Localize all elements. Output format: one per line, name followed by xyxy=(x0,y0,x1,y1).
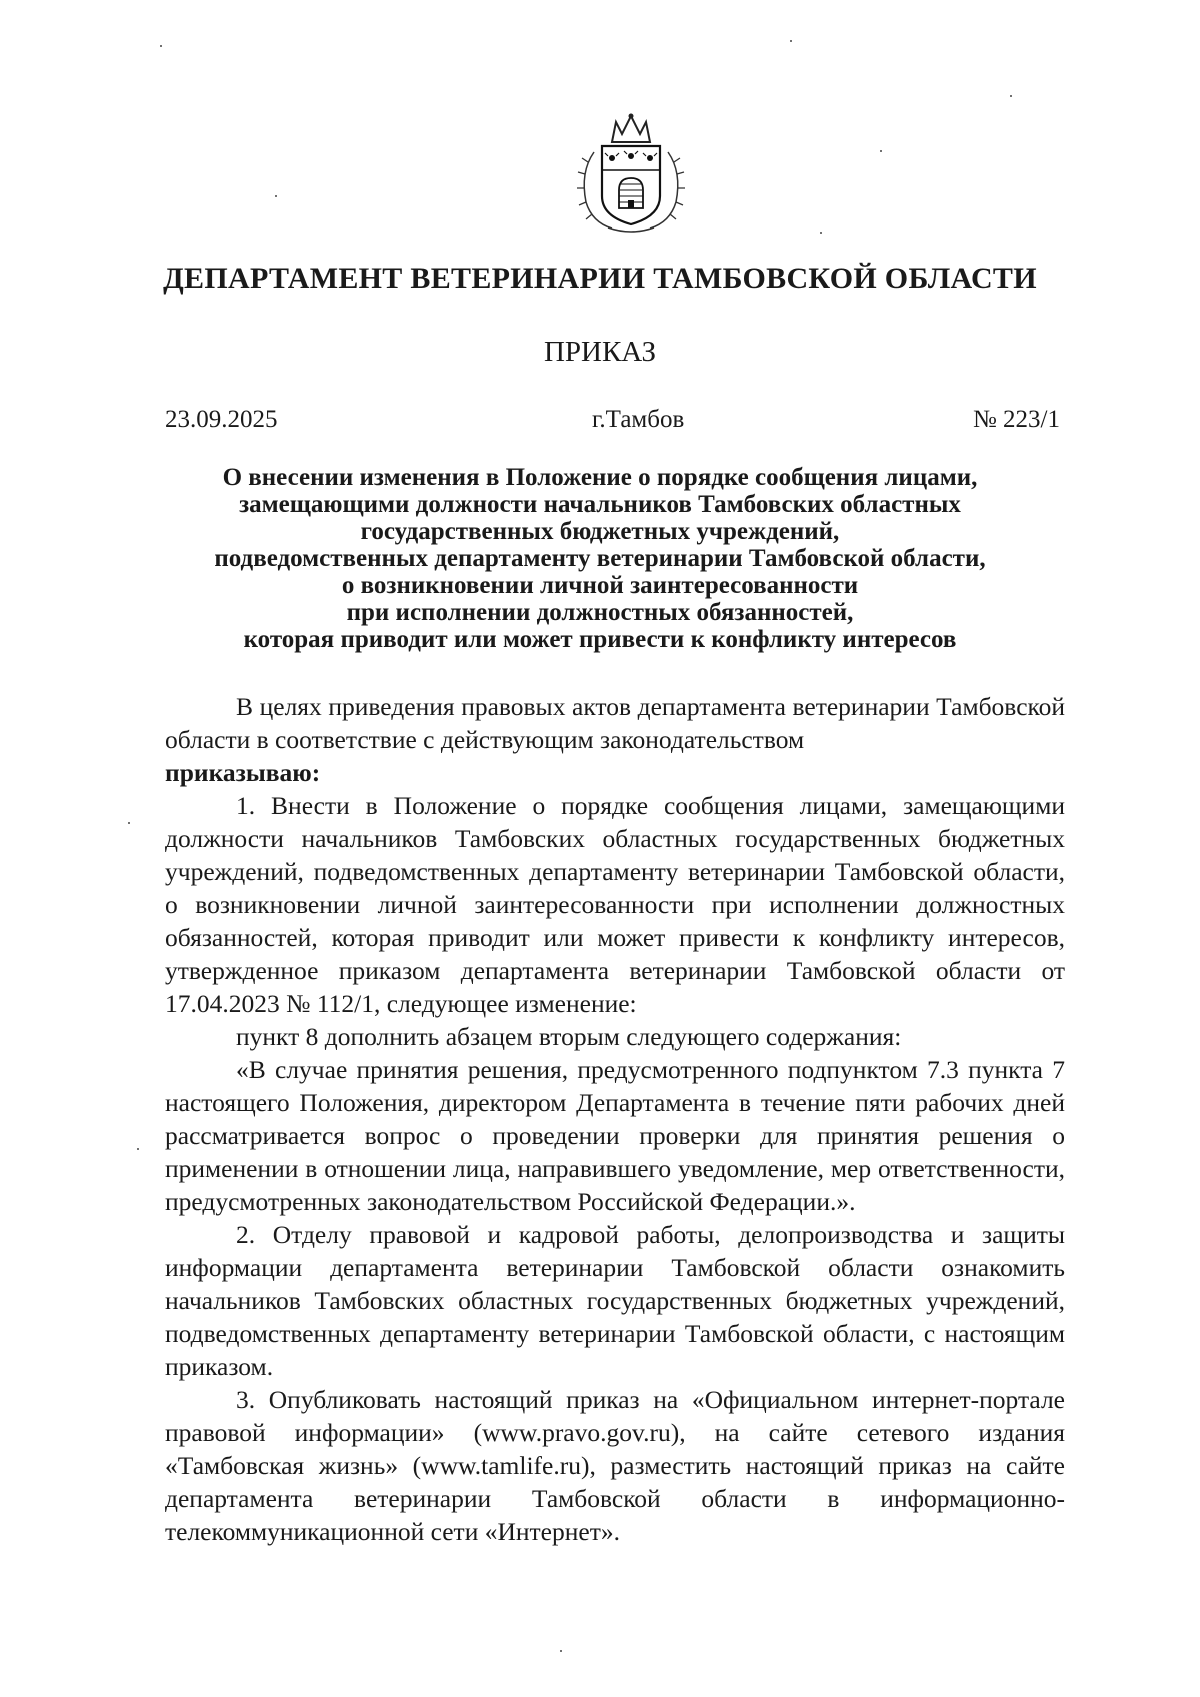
scan-speck xyxy=(790,40,792,42)
order-date: 23.09.2025 xyxy=(165,406,278,433)
paragraph-1-quote: «В случае принятия решения, предусмотренного подпунктом 7.3 пункта 7 настоящего Положения, директором Департамента в течение пяти рабочих дней рассматривается вопрос о проведении проверки для принятия решения о применении в отношении лица, направившего уведомление, мер ответственности, предусмотренных законодательством Российской Федерации.». xyxy=(165,1055,1065,1216)
scan-speck xyxy=(1010,95,1012,97)
document-type: ПРИКАЗ xyxy=(543,336,657,368)
title-line: замещающими должности начальников Тамбовских областных xyxy=(239,491,961,518)
title-line: о возникновении личной заинтересованности xyxy=(341,572,859,599)
scan-speck xyxy=(820,232,822,234)
title-line: О внесении изменения в Положение о порядке сообщения лицами, xyxy=(222,464,978,491)
scan-speck xyxy=(880,150,882,152)
order-word: приказываю: xyxy=(165,758,321,787)
title-line: которая приводит или может привести к конфликту интересов xyxy=(243,626,957,653)
order-body xyxy=(165,690,1065,1548)
scan-speck xyxy=(560,1650,562,1652)
paragraph-1-sub: пункт 8 дополнить абзацем вторым следующего содержания: xyxy=(236,1022,902,1051)
coat-of-arms-icon xyxy=(572,112,690,236)
order-city: г.Тамбов xyxy=(592,406,685,433)
title-line: при исполнении должностных обязанностей, xyxy=(346,599,854,626)
paragraph-3: 3. Опубликовать настоящий приказ на «Официальном интернет-портале правовой информации» (www.pravo.gov.ru), на сайте сетевого издания «Тамбовская жизнь» (www.tamlife.ru), разместить настоящий приказ на сайте департамента ветеринарии Тамбовской области в информационно-телекоммуникационной сети «Интернет». xyxy=(165,1385,1065,1546)
order-number: № 223/1 xyxy=(972,406,1060,433)
paragraph-1: 1. Внести в Положение о порядке сообщения лицами, замещающими должности начальников Тамбовских областных государственных бюджетных учреждений, подведомственных департаменту ветеринарии Тамбовской области, о возникновении личной заинтересованности при исполнении должностных обязанностей, которая приводит или может привести к конфликту интересов, утвержденное приказом департамента ветеринарии Тамбовской области от 17.04.2023 № 112/1, следующее изменение: xyxy=(165,791,1065,1018)
intro-paragraph: В целях приведения правовых актов департамента ветеринарии Тамбовской области в соответствие с действующим законодательством xyxy=(165,692,1065,754)
department-name: ДЕПАРТАМЕНТ ВЕТЕРИНАРИИ ТАМБОВСКОЙ ОБЛАСТИ xyxy=(163,262,1037,295)
scan-speck xyxy=(160,45,162,47)
title-line: государственных бюджетных учреждений, xyxy=(360,518,840,545)
scan-speck xyxy=(137,1148,139,1150)
order-title xyxy=(150,464,1050,653)
scan-speck xyxy=(128,822,130,824)
paragraph-2: 2. Отделу правовой и кадровой работы, делопроизводства и защиты информации департамента ветеринарии Тамбовской области ознакомить начальников Тамбовских областных государственных бюджетных учреждений, подведомственных департаменту ветеринарии Тамбовской области, с настоящим приказом. xyxy=(165,1220,1065,1381)
scan-speck xyxy=(275,195,277,197)
title-line: подведомственных департаменту ветеринарии Тамбовской области, xyxy=(214,545,986,572)
